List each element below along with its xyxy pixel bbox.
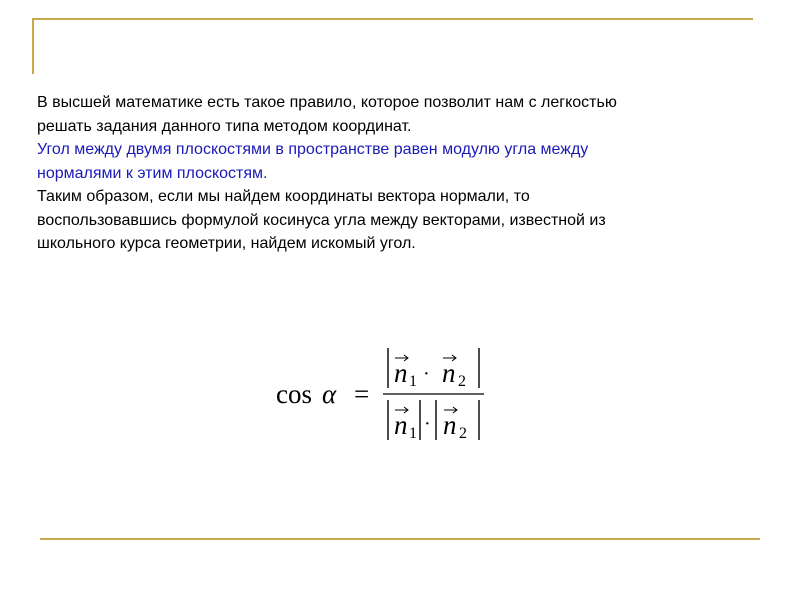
svg-text:n: n <box>443 410 457 440</box>
rule-line-1: Угол между двумя плоскостями в пространстве равен модулю угла между <box>37 141 589 158</box>
intro-line-1: В высшей математике есть такое правило, которое позволит нам с легкостью <box>37 94 617 111</box>
bottom-decorative-line <box>40 538 760 540</box>
method-line-1: Таким образом, если мы найдем координаты вектора нормали, то <box>37 188 530 205</box>
denominator-vector-n2 <box>443 407 467 442</box>
numerator-dot: · <box>423 363 430 385</box>
numerator-vector-n1 <box>394 355 417 390</box>
method-line-2: воспользовавшись формулой косинуса угла между векторами, известной из <box>37 211 606 229</box>
formula-equals: = <box>354 379 370 409</box>
body-text <box>37 91 772 256</box>
svg-text:n: n <box>394 410 408 440</box>
left-decorative-line <box>32 18 34 74</box>
svg-text:n: n <box>394 358 408 388</box>
numerator-vector-n2 <box>442 355 466 390</box>
method-line-3: школьного курса геометрии, найдем искомый угол. <box>37 235 416 252</box>
cosine-formula <box>270 340 500 450</box>
denominator-vector-n1 <box>394 407 417 442</box>
formula-alpha: α <box>322 379 337 409</box>
denominator-dot: · <box>424 413 431 435</box>
rule-line-2: нормалями к этим плоскостям. <box>37 164 268 182</box>
svg-text:n: n <box>442 358 456 388</box>
svg-text:2: 2 <box>459 425 467 442</box>
svg-text:2: 2 <box>458 373 466 390</box>
svg-text:1: 1 <box>409 373 417 390</box>
formula-cos: cos <box>276 379 312 409</box>
intro-line-2: решать задания данного типа методом координат. <box>37 117 412 135</box>
top-decorative-line <box>32 18 753 20</box>
svg-text:1: 1 <box>409 425 417 442</box>
